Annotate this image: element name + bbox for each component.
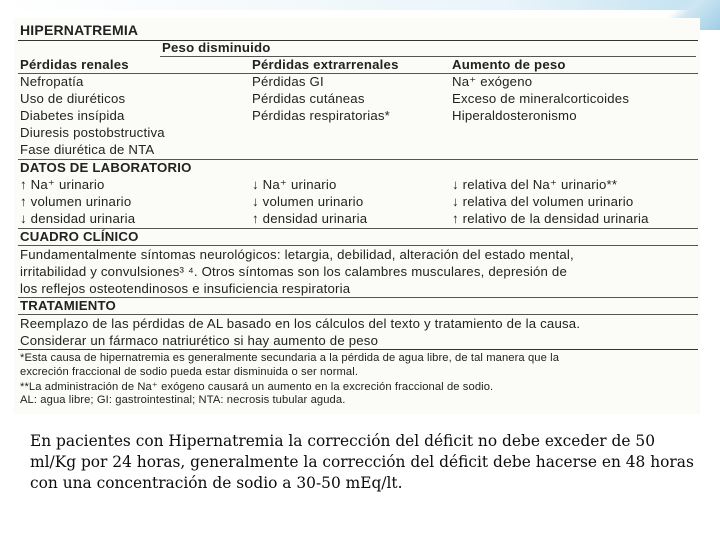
footnote: *Esta causa de hipernatremia es generalmente secundaria a la pérdida de agua libre, de tal manera que la [20,352,560,364]
lab-renal-item: ↑ volumen urinario [20,194,132,209]
renal-item: Uso de diuréticos [20,91,126,106]
lab-extrarenal-item: ↑ densidad urinaria [252,211,368,226]
clinical-line: irritabilidad y convulsiones³ ⁴. Otros síntomas son los calambres musculares, depresión de [20,264,568,279]
slide-top-decoration [0,0,720,10]
clinical-line: los reflejos osteotendinosos e insuficiencia respiratoria [20,281,351,296]
rule-clinical-body [18,245,698,246]
weight-gain-item: Na⁺ exógeno [452,74,533,89]
rule-group [160,56,696,57]
rule-treatment-body [18,314,698,315]
table-title: HIPERNATREMIA [20,22,139,38]
group-header: Peso disminuido [162,40,271,55]
lab-weight-gain-item: ↓ relativa del volumen urinario [452,194,634,209]
lab-weight-gain-item: ↓ relativa del Na⁺ urinario** [452,177,618,192]
slide-caption: En pacientes con Hipernatremia la corrección del déficit no debe exceder de 50 ml/Kg por 24 horas, generalmente la corrección del déficit debe hacerse en 48 horas con una concentración de sodio a 30-50 mEq/lt. [30,432,694,492]
extrarenal-item: Pérdidas cutáneas [252,91,365,106]
rule-footnotes [18,349,698,350]
treatment-title: TRATAMIENTO [20,298,116,313]
treatment-line: Reemplazo de las pérdidas de AL basado en los cálculos del texto y tratamiento de la causa. [20,316,581,331]
extrarenal-item: Pérdidas GI [252,74,324,89]
footnote: **La administración de Na⁺ exógeno causará un aumento en la excreción fraccional de sodio. [20,381,494,393]
col-header-renal: Pérdidas renales [20,57,129,72]
rule-treatment [18,297,698,298]
clinical-title: CUADRO CLÍNICO [20,229,139,244]
extrarenal-item: Pérdidas respiratorias* [252,108,391,123]
renal-item: Diuresis postobstructiva [20,125,165,140]
footnote: AL: agua libre; GI: gastrointestinal; NTA: necrosis tubular aguda. [20,394,346,406]
renal-item: Nefropatía [20,74,84,89]
footnote: excreción fraccional de sodio pueda estar disminuida o ser normal. [20,366,359,378]
treatment-line: Considerar un fármaco natriurético si hay aumento de peso [20,333,379,348]
lab-renal-item: ↓ densidad urinaria [20,211,136,226]
lab-extrarenal-item: ↓ volumen urinario [252,194,364,209]
rule-headers [18,73,698,74]
weight-gain-item: Hiperaldosteronismo [452,108,577,123]
renal-item: Fase diurética de NTA [20,142,155,157]
rule-top [18,40,698,41]
clinical-line: Fundamentalmente síntomas neurológicos: letargia, debilidad, alteración del estado mental, [20,247,574,262]
col-header-weight-gain: Aumento de peso [452,57,566,72]
lab-renal-item: ↑ Na⁺ urinario [20,177,105,192]
renal-item: Diabetes insípida [20,108,125,123]
col-header-extrarenal: Pérdidas extrarrenales [252,57,399,72]
lab-extrarenal-item: ↓ Na⁺ urinario [252,177,337,192]
lab-title: DATOS DE LABORATORIO [20,160,192,175]
lab-weight-gain-item: ↑ relativo de la densidad urinaria [452,211,649,226]
weight-gain-item: Exceso de mineralcorticoides [452,91,630,106]
